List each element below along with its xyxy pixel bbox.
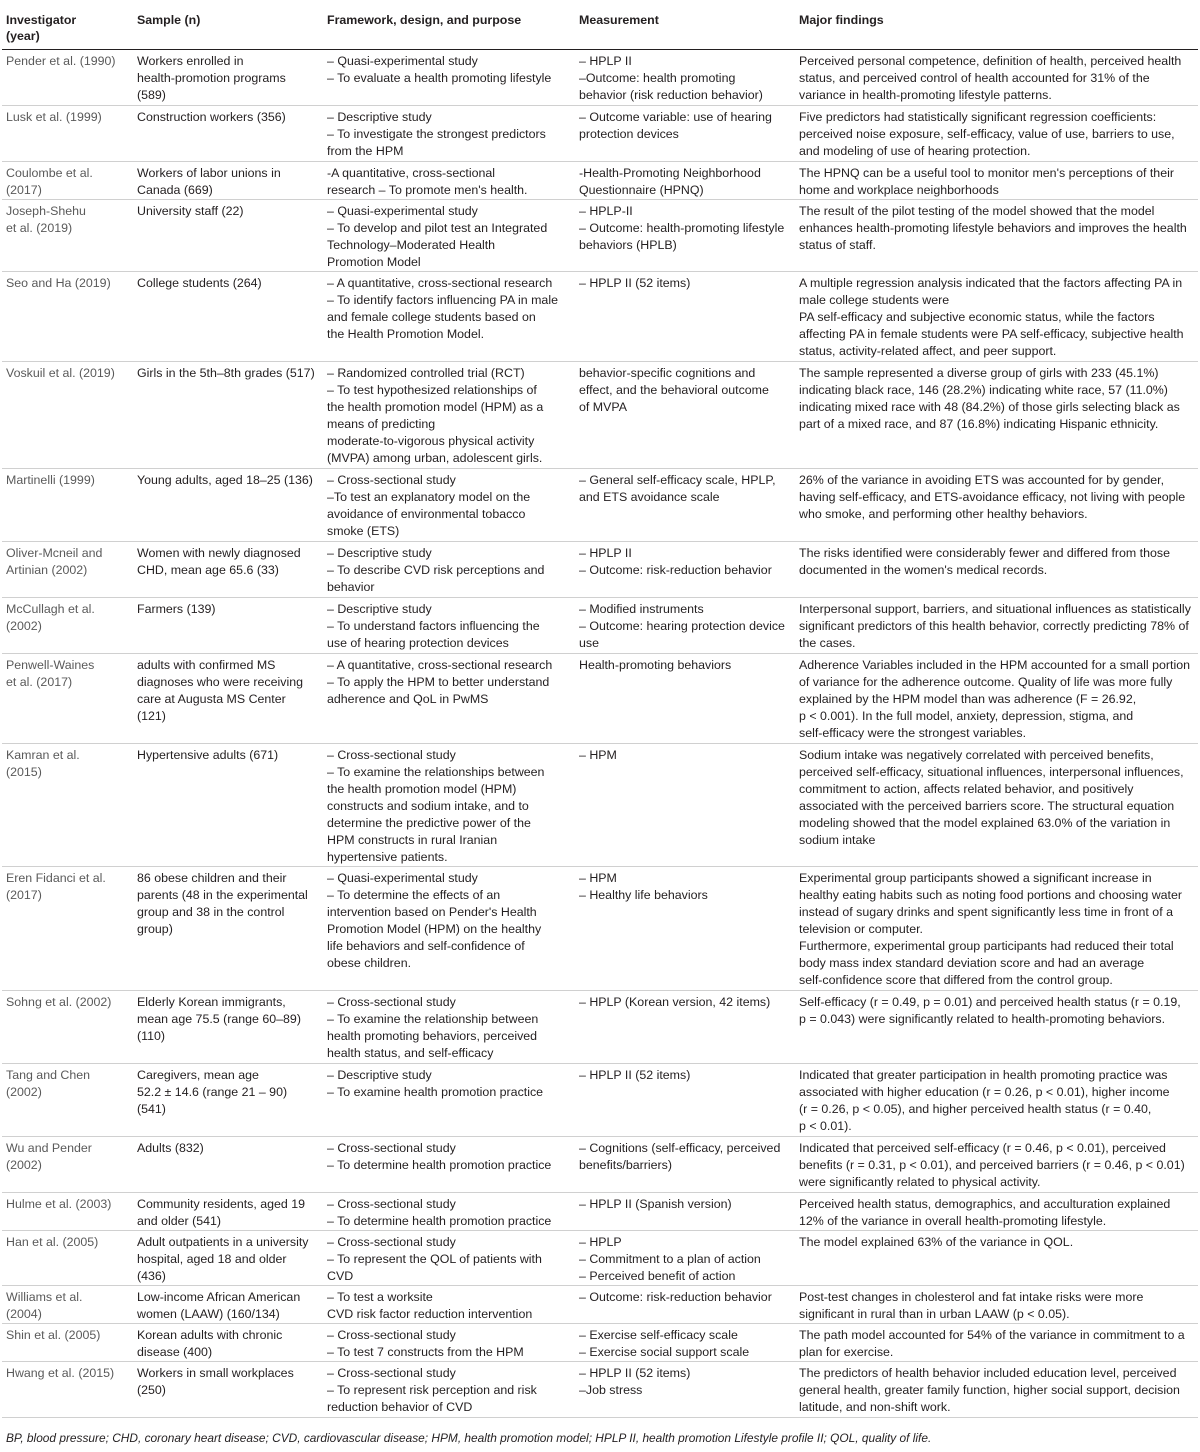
cell-investigator: Joseph-Shehu et al. (2019) xyxy=(2,200,133,272)
cell-sample: Workers enrolled in health-promotion programs (589) xyxy=(133,50,323,106)
cell-framework: – Quasi-experimental study – To develop and pilot test an Integrated Technology–Moderated Health Promotion Model xyxy=(323,200,575,272)
cell-sample: Korean adults with chronic disease (400) xyxy=(133,1324,323,1362)
cell-sample: Workers in small workplaces (250) xyxy=(133,1362,323,1418)
cell-sample: Hypertensive adults (671) xyxy=(133,744,323,867)
studies-table xyxy=(2,0,1198,1418)
cell-framework: – Cross-sectional study – To determine health promotion practice xyxy=(323,1137,575,1193)
cell-investigator: Lusk et al. (1999) xyxy=(2,106,133,162)
cell-investigator: Eren Fidanci et al. (2017) xyxy=(2,867,133,991)
cell-framework: – Descriptive study – To investigate the strongest predictors from the HPM xyxy=(323,106,575,162)
cell-sample: College students (264) xyxy=(133,272,323,362)
table-row xyxy=(2,162,1198,200)
cell-findings: The path model accounted for 54% of the variance in commitment to a plan for exercise. xyxy=(795,1324,1198,1362)
table-body xyxy=(2,50,1198,1418)
cell-investigator: Tang and Chen (2002) xyxy=(2,1064,133,1137)
cell-sample: Construction workers (356) xyxy=(133,106,323,162)
table-row xyxy=(2,654,1198,744)
cell-investigator: Seo and Ha (2019) xyxy=(2,272,133,362)
cell-measurement: – Outcome variable: use of hearing protection devices xyxy=(575,106,795,162)
cell-sample: Girls in the 5th–8th grades (517) xyxy=(133,362,323,469)
cell-sample: 86 obese children and their parents (48 in the experimental group and 38 in the control group) xyxy=(133,867,323,991)
cell-measurement: – Modified instruments – Outcome: hearing protection device use xyxy=(575,598,795,654)
cell-sample: Workers of labor unions in Canada (669) xyxy=(133,162,323,200)
cell-measurement: – HPLP-II – Outcome: health-promoting lifestyle behaviors (HPLB) xyxy=(575,200,795,272)
cell-measurement: – Outcome: risk-reduction behavior xyxy=(575,1286,795,1324)
cell-investigator: Penwell-Waines et al. (2017) xyxy=(2,654,133,744)
cell-findings: The risks identified were considerably fewer and differed from those documented in the women's medical records. xyxy=(795,542,1198,598)
cell-sample: Adult outpatients in a university hospital, aged 18 and older (436) xyxy=(133,1231,323,1286)
cell-findings: Five predictors had statistically significant regression coefficients: perceived noise exposure, self-efficacy, value of use, barriers to use, and modeling of use of hearing protection. xyxy=(795,106,1198,162)
table-row xyxy=(2,362,1198,469)
cell-sample: Young adults, aged 18–25 (136) xyxy=(133,469,323,542)
cell-framework: – Cross-sectional study – To examine the relationships between the health promotion model (HPM) constructs and sodium intake, and to determine the predictive power of the HPM constructs in rural Iranian hypertensive patients. xyxy=(323,744,575,867)
cell-sample: Caregivers, mean age 52.2 ± 14.6 (range 21 – 90) (541) xyxy=(133,1064,323,1137)
cell-measurement: – HPLP II (52 items) –Job stress xyxy=(575,1362,795,1418)
cell-measurement: – HPM – Healthy life behaviors xyxy=(575,867,795,991)
cell-investigator: Kamran et al. (2015) xyxy=(2,744,133,867)
cell-findings: Indicated that perceived self-efficacy (r = 0.46, p < 0.01), perceived benefits (r = 0.31, p < 0.01), and perceived barriers (r = 0.46, p < 0.01) were significantly related to physical activity. xyxy=(795,1137,1198,1193)
cell-findings: The predictors of health behavior included education level, perceived general health, greater family function, higher social support, decision latitude, and non-shift work. xyxy=(795,1362,1198,1418)
cell-measurement: behavior-specific cognitions and effect, and the behavioral outcome of MVPA xyxy=(575,362,795,469)
table-row xyxy=(2,1231,1198,1286)
cell-framework: – Descriptive study – To describe CVD risk perceptions and behavior xyxy=(323,542,575,598)
cell-findings: Indicated that greater participation in health promoting practice was associated with higher education (r = 0.26, p < 0.01), higher income (r = 0.26, p < 0.05), and higher perceived health status (r = 0.40, p < 0.01). xyxy=(795,1064,1198,1137)
table-row xyxy=(2,106,1198,162)
cell-framework: – Cross-sectional study –To test an explanatory model on the avoidance of environmental tobacco smoke (ETS) xyxy=(323,469,575,542)
cell-measurement: – HPLP II –Outcome: health promoting behavior (risk reduction behavior) xyxy=(575,50,795,106)
cell-sample: adults with confirmed MS diagnoses who were receiving care at Augusta MS Center (121) xyxy=(133,654,323,744)
header-sample: Sample (n) xyxy=(133,0,323,50)
table-row xyxy=(2,50,1198,106)
header-investigator: Investigator (year) xyxy=(2,0,133,50)
cell-framework: – Randomized controlled trial (RCT) – To test hypothesized relationships of the health promotion model (HPM) as a means of predicting moderate-to-vigorous physical activity (MVPA) among urban, adolescent girls. xyxy=(323,362,575,469)
cell-framework: – Quasi-experimental study – To evaluate a health promoting lifestyle xyxy=(323,50,575,106)
table-row xyxy=(2,542,1198,598)
cell-findings: Interpersonal support, barriers, and situational influences as statistically significant predictors of this health behavior, correctly predicting 78% of the cases. xyxy=(795,598,1198,654)
cell-investigator: Hulme et al. (2003) xyxy=(2,1193,133,1231)
cell-investigator: Hwang et al. (2015) xyxy=(2,1362,133,1418)
cell-investigator: Han et al. (2005) xyxy=(2,1231,133,1286)
cell-sample: Elderly Korean immigrants, mean age 75.5 (range 60–89) (110) xyxy=(133,991,323,1064)
cell-framework: – Cross-sectional study – To test 7 constructs from the HPM xyxy=(323,1324,575,1362)
table-row xyxy=(2,1286,1198,1324)
cell-findings: The model explained 63% of the variance in QOL. xyxy=(795,1231,1198,1286)
cell-measurement: – Exercise self-efficacy scale – Exercise social support scale xyxy=(575,1324,795,1362)
cell-measurement: – HPLP – Commitment to a plan of action – Perceived benefit of action xyxy=(575,1231,795,1286)
table-row xyxy=(2,200,1198,272)
table-row xyxy=(2,1324,1198,1362)
table-row xyxy=(2,598,1198,654)
cell-framework: – Descriptive study – To examine health promotion practice xyxy=(323,1064,575,1137)
cell-framework: – A quantitative, cross-sectional research – To identify factors influencing PA in male and female college students based on the Health Promotion Model. xyxy=(323,272,575,362)
table-row xyxy=(2,1064,1198,1137)
cell-findings: Perceived health status, demographics, and acculturation explained 12% of the variance in overall health-promoting lifestyle. xyxy=(795,1193,1198,1231)
table-row xyxy=(2,272,1198,362)
cell-framework: – Cross-sectional study – To determine health promotion practice xyxy=(323,1193,575,1231)
cell-sample: Adults (832) xyxy=(133,1137,323,1193)
cell-sample: University staff (22) xyxy=(133,200,323,272)
cell-investigator: Sohng et al. (2002) xyxy=(2,991,133,1064)
cell-investigator: Williams et al. (2004) xyxy=(2,1286,133,1324)
cell-framework: – Cross-sectional study – To examine the relationship between health promoting behaviors, perceived health status, and self-efficacy xyxy=(323,991,575,1064)
cell-findings: Adherence Variables included in the HPM accounted for a small portion of variance for the adherence outcome. Quality of life was more fully explained by the HPM model than was adherence (F = 26.92, p < 0.001). In the full model, anxiety, depression, stigma, and self-efficacy were the strongest variables. xyxy=(795,654,1198,744)
table-row xyxy=(2,991,1198,1064)
cell-framework: – To test a worksite CVD risk factor reduction intervention xyxy=(323,1286,575,1324)
cell-findings: Sodium intake was negatively correlated with perceived benefits, perceived self-efficacy, situational influences, interpersonal influences, commitment to action, affects related behavior, and positively associated with the perceived barriers score. The structural equation modeling showed that the model explained 63.0% of the variation in sodium intake xyxy=(795,744,1198,867)
cell-sample: Low-income African American women (LAAW) (160/134) xyxy=(133,1286,323,1324)
cell-investigator: Pender et al. (1990) xyxy=(2,50,133,106)
cell-framework: – A quantitative, cross-sectional research – To apply the HPM to better understand adherence and QoL in PwMS xyxy=(323,654,575,744)
table-row xyxy=(2,744,1198,867)
cell-findings: The HPNQ can be a useful tool to monitor men's perceptions of their home and workplace neighborhoods xyxy=(795,162,1198,200)
cell-measurement: – Cognitions (self-efficacy, perceived benefits/barriers) xyxy=(575,1137,795,1193)
cell-findings: Post-test changes in cholesterol and fat intake risks were more significant in rural than in urban LAAW (p < 0.05). xyxy=(795,1286,1198,1324)
cell-measurement: Health-promoting behaviors xyxy=(575,654,795,744)
cell-measurement: – HPLP II (Spanish version) xyxy=(575,1193,795,1231)
cell-investigator: Martinelli (1999) xyxy=(2,469,133,542)
header-framework: Framework, design, and purpose xyxy=(323,0,575,50)
cell-measurement: – HPLP II (52 items) xyxy=(575,272,795,362)
table-row xyxy=(2,469,1198,542)
cell-investigator: Shin et al. (2005) xyxy=(2,1324,133,1362)
table-row xyxy=(2,1137,1198,1193)
cell-framework: – Cross-sectional study – To represent the QOL of patients with CVD xyxy=(323,1231,575,1286)
header-row xyxy=(2,0,1198,50)
cell-investigator: Oliver-Mcneil and Artinian (2002) xyxy=(2,542,133,598)
cell-findings: 26% of the variance in avoiding ETS was accounted for by gender, having self-efficacy, and ETS-avoidance efficacy, not living with people who smoke, and performing other healthy behaviors. xyxy=(795,469,1198,542)
cell-investigator: Wu and Pender (2002) xyxy=(2,1137,133,1193)
table-row xyxy=(2,867,1198,991)
cell-measurement: – HPLP II (52 items) xyxy=(575,1064,795,1137)
cell-measurement: – HPLP (Korean version, 42 items) xyxy=(575,991,795,1064)
cell-investigator: Voskuil et al. (2019) xyxy=(2,362,133,469)
table-footnote: BP, blood pressure; CHD, coronary heart disease; CVD, cardiovascular disease; HPM, health promotion model; HPLP II, health promotion Lifestyle profile II; QOL, quality of life. xyxy=(6,1431,932,1445)
cell-findings: Perceived personal competence, definition of health, perceived health status, and perceived control of health accounted for 31% of the variance in health-promoting lifestyle patterns. xyxy=(795,50,1198,106)
cell-findings: Experimental group participants showed a significant increase in healthy eating habits such as noting food portions and choosing water instead of sugary drinks and spent significantly less time in front of a television or computer. Furthermore, experimental group participants had reduced their total body mass index standard deviation score and had an average self-confidence score that differed from the control group. xyxy=(795,867,1198,991)
cell-measurement: -Health-Promoting Neighborhood Questionnaire (HPNQ) xyxy=(575,162,795,200)
cell-framework: – Descriptive study – To understand factors influencing the use of hearing protection devices xyxy=(323,598,575,654)
cell-findings: The result of the pilot testing of the model showed that the model enhances health-promoting lifestyle behaviors and improves the health status of staff. xyxy=(795,200,1198,272)
cell-framework: – Quasi-experimental study – To determine the effects of an intervention based on Pender's Health Promotion Model (HPM) on the healthy life behaviors and self-confidence of obese children. xyxy=(323,867,575,991)
cell-measurement: – General self-efficacy scale, HPLP, and ETS avoidance scale xyxy=(575,469,795,542)
cell-investigator: McCullagh et al. (2002) xyxy=(2,598,133,654)
cell-sample: Farmers (139) xyxy=(133,598,323,654)
cell-measurement: – HPM xyxy=(575,744,795,867)
header-measurement: Measurement xyxy=(575,0,795,50)
cell-findings: The sample represented a diverse group of girls with 233 (45.1%) indicating black race, 146 (28.2%) indicating white race, 57 (11.0%) indicating mixed race with 48 (84.2%) of those girls selecting black as part of a mixed race, and 87 (16.8%) indicating Hispanic ethnicity. xyxy=(795,362,1198,469)
header-findings: Major findings xyxy=(795,0,1198,50)
cell-measurement: – HPLP II – Outcome: risk-reduction behavior xyxy=(575,542,795,598)
cell-investigator: Coulombe et al. (2017) xyxy=(2,162,133,200)
cell-sample: Community residents, aged 19 and older (541) xyxy=(133,1193,323,1231)
cell-framework: -A quantitative, cross-sectional research – To promote men's health. xyxy=(323,162,575,200)
cell-sample: Women with newly diagnosed CHD, mean age 65.6 (33) xyxy=(133,542,323,598)
cell-findings: Self-efficacy (r = 0.49, p = 0.01) and perceived health status (r = 0.19, p = 0.043) were significantly related to health-promoting behaviors. xyxy=(795,991,1198,1064)
cell-framework: – Cross-sectional study – To represent risk perception and risk reduction behavior of CVD xyxy=(323,1362,575,1418)
table-row xyxy=(2,1193,1198,1231)
table-row xyxy=(2,1362,1198,1418)
cell-findings: A multiple regression analysis indicated that the factors affecting PA in male college students were PA self-efficacy and subjective economic status, while the factors affecting PA in female students were PA self-efficacy, subjective health status, activity-related affect, and peer support. xyxy=(795,272,1198,362)
